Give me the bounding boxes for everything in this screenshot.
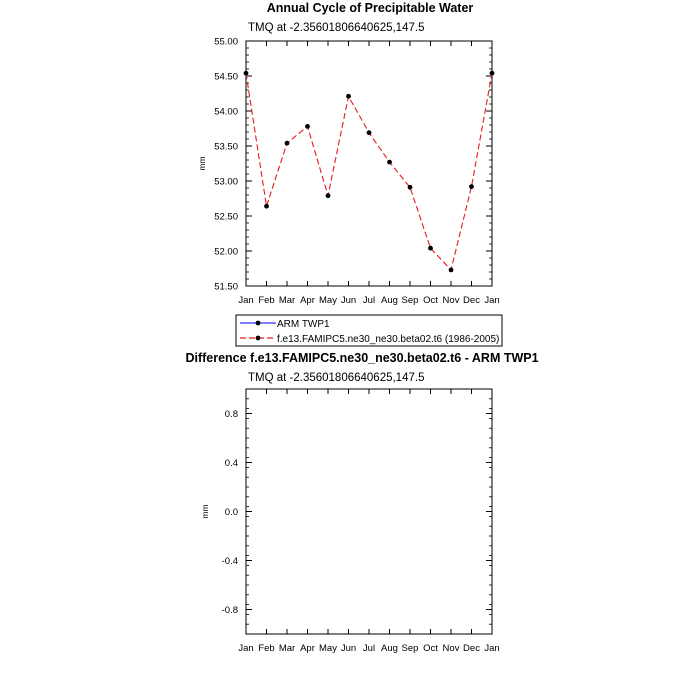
chart2-title: Difference f.e13.FAMIPC5.ne30_ne30.beta02.t6 - ARM TWP1 [185, 351, 539, 365]
x-tick-label: Aug [381, 643, 398, 654]
x-tick-label: May [319, 643, 337, 654]
x-tick-label: Oct [423, 643, 438, 654]
chart2-subtitle: TMQ at -2.35601806640625,147.5 [248, 372, 425, 384]
y-tick-label: 54.00 [214, 106, 238, 118]
x-tick-label: Oct [423, 295, 438, 306]
x-tick-label: Apr [300, 295, 315, 306]
x-tick-label: Nov [442, 643, 460, 654]
x-tick-label: Dec [463, 643, 480, 654]
data-point [367, 130, 372, 135]
y-tick-label: 52.50 [214, 211, 238, 223]
data-point [490, 71, 495, 76]
x-tick-label: Nov [442, 295, 460, 306]
y-tick-label: 0.8 [224, 409, 238, 420]
x-tick-label: Sep [401, 643, 419, 654]
legend-label-model: f.e13.FAMIPC5.ne30_ne30.beta02.t6 (1986-2005) [277, 334, 500, 345]
x-tick-label: Jan [484, 295, 500, 306]
y-tick-label: 54.50 [214, 71, 238, 83]
x-tick-label: May [319, 295, 337, 306]
data-point [408, 185, 413, 190]
legend-marker-model [256, 336, 261, 341]
x-tick-label: Mar [278, 295, 296, 306]
x-tick-label: Apr [300, 643, 315, 654]
data-point [305, 124, 310, 129]
legend-marker-arm [256, 321, 261, 326]
x-tick-label: Dec [463, 295, 480, 306]
x-tick-label: Jul [362, 295, 376, 306]
x-tick-label: Aug [381, 295, 398, 306]
y-tick-label: 0.4 [224, 458, 238, 469]
data-point [326, 193, 331, 198]
data-point [387, 160, 392, 165]
x-tick-label: Mar [278, 643, 296, 654]
data-point [244, 71, 249, 76]
x-tick-label: Jun [340, 643, 357, 654]
chart1-subtitle: TMQ at -2.35601806640625,147.5 [248, 22, 425, 34]
y-tick-label: 0.0 [224, 507, 238, 518]
chart1-ylabel: mm [197, 156, 207, 171]
y-tick-label: -0.4 [221, 556, 238, 567]
x-tick-label: Feb [258, 643, 275, 654]
x-tick-label: Jul [362, 643, 376, 654]
y-tick-label: 52.00 [214, 246, 238, 258]
x-tick-label: Sep [401, 295, 419, 306]
data-point [449, 268, 454, 273]
data-point [264, 204, 269, 209]
x-tick-label: Feb [258, 295, 275, 306]
x-tick-label: Jun [340, 295, 357, 306]
y-tick-label: 51.50 [214, 281, 238, 293]
data-point [428, 246, 433, 251]
y-tick-label: 53.00 [214, 176, 238, 188]
x-tick-label: Jan [238, 643, 254, 654]
y-tick-label: 53.50 [214, 141, 238, 153]
data-point [285, 141, 290, 146]
y-tick-label: 55.00 [214, 36, 238, 48]
legend-label-arm: ARM TWP1 [277, 319, 330, 330]
x-tick-label: Jan [484, 643, 500, 654]
legend [236, 315, 502, 346]
data-point [469, 184, 474, 189]
x-tick-label: Jan [238, 295, 254, 306]
data-point [346, 94, 351, 99]
chart1-title: Annual Cycle of Precipitable Water [266, 1, 474, 15]
y-tick-label: -0.8 [221, 605, 238, 616]
chart2-ylabel: mm [200, 504, 210, 519]
